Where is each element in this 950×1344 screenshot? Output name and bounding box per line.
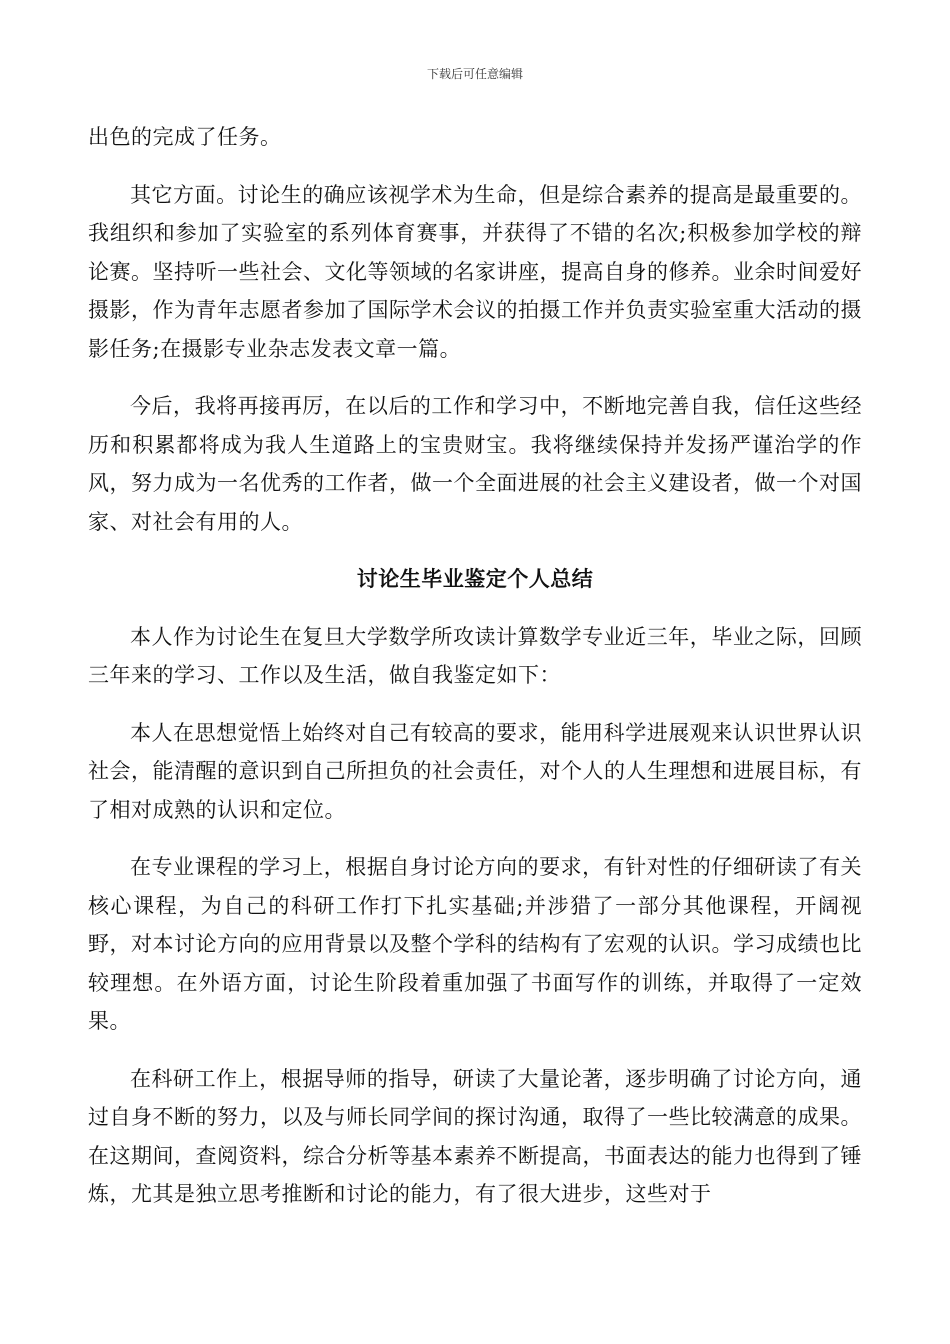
paragraph-ideology: 本人在思想觉悟上始终对自己有较高的要求，能用科学进展观来认识世界认识社会，能清醒的意识到自己所担负的社会责任，对个人的人生理想和进展目标，有了相对成熟的认识和定位。 bbox=[88, 720, 862, 822]
document-body bbox=[88, 118, 862, 1233]
section-heading: 讨论生毕业鉴定个人总结 bbox=[356, 566, 594, 591]
paragraph-other-aspects: 其它方面。讨论生的确应该视学术为生命，但是综合素养的提高是最重要的。我组织和参加了实验室的系列体育赛事，并获得了不错的名次;积极参加学校的辩论赛。坚持听一些社会、文化等领域的名家讲座，提高自身的修养。业余时间爱好摄影，作为青年志愿者参加了国际学术会议的拍摄工作并负责实验室重大活动的摄影任务;在摄影专业杂志发表文章一篇。 bbox=[88, 182, 862, 361]
paragraph-future: 今后，我将再接再厉，在以后的工作和学习中，不断地完善自我，信任这些经历和积累都将成为我人生道路上的宝贵财宝。我将继续保持并发扬严谨治学的作风，努力成为一名优秀的工作者，做一个全面进展的社会主义建设者，做一个对国家、对社会有用的人。 bbox=[88, 394, 862, 534]
paragraph-coursework: 在专业课程的学习上，根据自身讨论方向的要求，有针对性的仔细研读了有关核心课程，为自己的科研工作打下扎实基础;并涉猎了一部分其他课程，开阔视野，对本讨论方向的应用背景以及整个学科的结构有了宏观的认识。学习成绩也比较理想。在外语方面，讨论生阶段着重加强了书面写作的训练，并取得了一定效果。 bbox=[88, 855, 862, 1033]
paragraph-research: 在科研工作上，根据导师的指导，研读了大量论著，逐步明确了讨论方向，通过自身不断的努力，以及与师长同学间的探讨沟通，取得了一些比较满意的成果。在这期间，查阅资料，综合分析等基本素养不断提高，书面表达的能力也得到了锤炼，尤其是独立思考推断和讨论的能力，有了很大进步，这些对于 bbox=[88, 1066, 862, 1206]
paragraph-continuation: 出色的完成了任务。 bbox=[88, 125, 282, 149]
page-header-note: 下载后可任意编辑 bbox=[426, 67, 523, 81]
paragraph-intro: 本人作为讨论生在复旦大学数学所攻读计算数学专业近三年，毕业之际，回顾三年来的学习、工作以及生活，做自我鉴定如下： bbox=[88, 624, 862, 687]
